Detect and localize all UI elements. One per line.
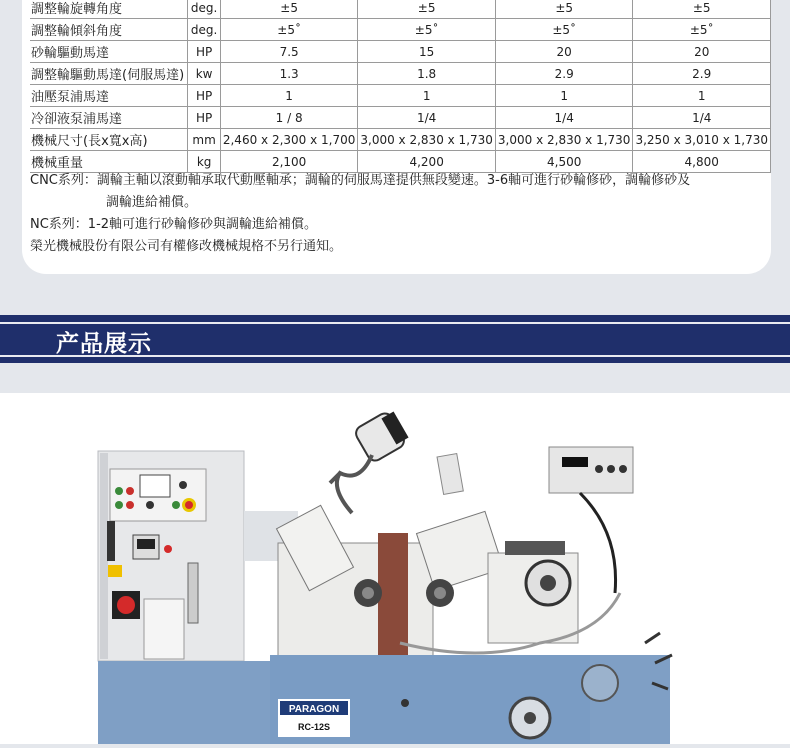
product-image <box>0 393 790 744</box>
spec-value: ±5 <box>495 0 633 19</box>
spec-value: ±5˚ <box>358 19 496 41</box>
spec-value: ±5 <box>220 0 358 19</box>
cnc-note-continued: 調輪進給補償。 <box>106 195 198 210</box>
spec-value: ±5˚ <box>220 19 358 41</box>
brand-plate: PARAGON <box>288 704 340 715</box>
spec-label: 調整輪旋轉角度 <box>30 0 188 19</box>
spec-value: 15 <box>358 41 496 63</box>
control-cabinet <box>98 451 244 661</box>
spec-row <box>30 19 771 41</box>
spec-table <box>30 0 771 173</box>
spec-value: 4,500 <box>495 151 633 173</box>
spec-value: 1 <box>220 85 358 107</box>
spec-value: 2.9 <box>633 63 771 85</box>
spec-row <box>30 129 771 151</box>
spec-value: 20 <box>633 41 771 63</box>
spec-label: 砂輪驅動馬達 <box>30 41 188 63</box>
spec-unit: kw <box>188 63 220 85</box>
spec-value: 3,000 x 2,830 x 1,730 <box>495 129 633 151</box>
spec-label: 調整輪傾斜角度 <box>30 19 188 41</box>
spec-label: 機械重量 <box>30 151 188 173</box>
spec-unit: deg. <box>188 0 220 19</box>
spec-value: 1/4 <box>495 107 633 129</box>
grinding-head <box>244 447 633 663</box>
spec-value: 1.3 <box>220 63 358 85</box>
product-showcase <box>0 393 790 744</box>
spec-value: 1 / 8 <box>220 107 358 129</box>
nc-note: NC系列：1-2軸可進行砂輪修砂與調輪進給補償。 <box>30 217 318 232</box>
spec-value: ±5˚ <box>633 19 771 41</box>
spec-row <box>30 63 771 85</box>
spec-value: 2,100 <box>220 151 358 173</box>
spec-value: 1/4 <box>358 107 496 129</box>
spec-card <box>22 0 771 274</box>
spec-value: 20 <box>495 41 633 63</box>
spec-unit: mm <box>188 129 220 151</box>
spec-value: ±5˚ <box>495 19 633 41</box>
spec-notes <box>30 170 770 258</box>
model-plate: RC-12S <box>297 722 331 732</box>
spec-unit: deg. <box>188 19 220 41</box>
section-title: 产品展示 <box>56 331 152 357</box>
spec-value: 2.9 <box>495 63 633 85</box>
spec-value: 3,250 x 3,010 x 1,730 <box>633 129 771 151</box>
spec-value: 1 <box>633 85 771 107</box>
spec-value: 4,800 <box>633 151 771 173</box>
company-note: 榮光機械股份有限公司有權修改機械規格不另行通知。 <box>30 239 343 254</box>
spec-value: 1 <box>358 85 496 107</box>
spec-label: 調整輪驅動馬達(伺服馬達) <box>30 63 188 85</box>
spec-label: 油壓泵浦馬達 <box>30 85 188 107</box>
spec-row <box>30 41 771 63</box>
spec-label: 機械尺寸(長x寬x高) <box>30 129 188 151</box>
spec-value: 7.5 <box>220 41 358 63</box>
spec-unit: HP <box>188 107 220 129</box>
spec-row <box>30 0 771 19</box>
spec-unit: kg <box>188 151 220 173</box>
spec-row <box>30 85 771 107</box>
spec-value: 1 <box>495 85 633 107</box>
section-banner <box>0 315 790 363</box>
spec-value: 1/4 <box>633 107 771 129</box>
spec-value: 3,000 x 2,830 x 1,730 <box>358 129 496 151</box>
spec-unit: HP <box>188 41 220 63</box>
spec-label: 冷卻液泵浦馬達 <box>30 107 188 129</box>
spec-value: 1.8 <box>358 63 496 85</box>
spec-value: ±5 <box>358 0 496 19</box>
spec-value: 2,460 x 2,300 x 1,700 <box>220 129 358 151</box>
cnc-note: CNC系列：調輪主軸以滾動軸承取代動壓軸承；調輪的伺服馬達提供無段變速。3-6軸可進行砂輪修砂，調輪修砂及 <box>30 173 691 188</box>
spec-value: ±5 <box>633 0 771 19</box>
spec-row <box>30 107 771 129</box>
work-lamp <box>330 411 409 513</box>
spec-unit: HP <box>188 85 220 107</box>
spec-value: 4,200 <box>358 151 496 173</box>
